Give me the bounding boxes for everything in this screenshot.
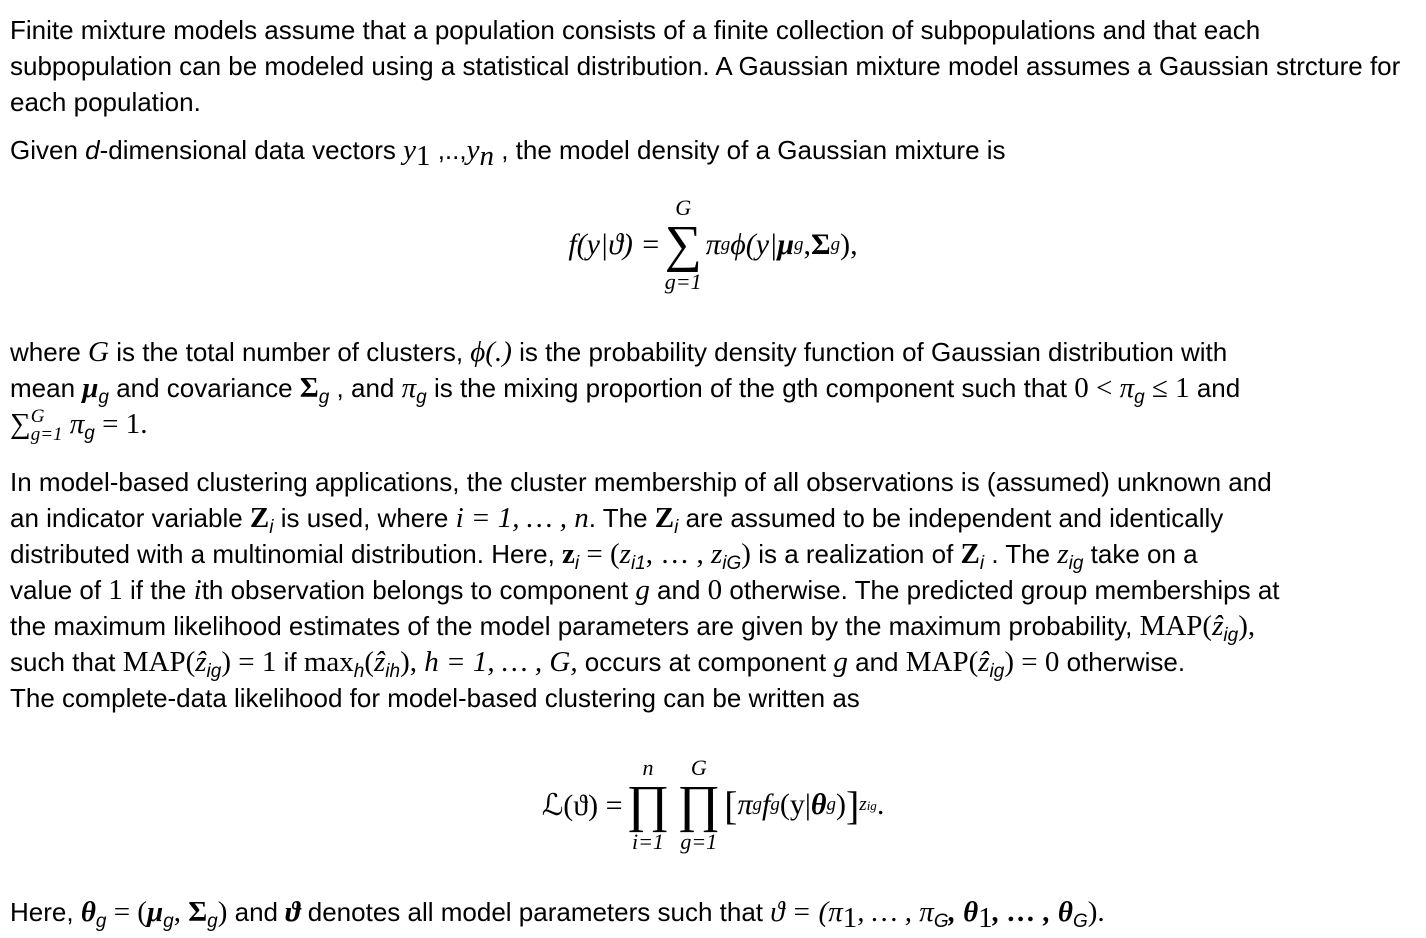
product-operator-i: n ∏ i=1 — [626, 755, 670, 854]
document-body — [10, 12, 1410, 172]
paragraph-where-block — [10, 334, 1410, 716]
paragraph-where: where G is the total number of clusters, ϕ(.) is the probability density function of Gaussian distribution with mean $\mu_g$ and covariance $\Sigma_g$ , and $\pi_g$ is the mixing proportion of the gth component such that $0 < \pi_g \le 1$ and ∑ G g=1 $\pi_g = 1$. — [10, 336, 1241, 446]
summation-operator: G ∑ g=1 — [664, 195, 702, 294]
paragraph-intro: Finite mixture models assume that a population consists of a finite collection of subpopulations and that each subpopulation can be modeled using a statistical distribution. A Gaussian mixture model assumes a Gaussian strcture for each population. — [10, 15, 1401, 117]
paragraph-here: Here, $\theta_g = (\mu_g$, $\Sigma_g$) and ϑ denotes all model parameters such that $ϑ = (\pi_1$, … , $\pi_G$, $\theta_1$, … , $\theta_G$). — [10, 896, 1105, 934]
equation-mixture-density: f(y|ϑ) = G ∑ g=1 π g ϕ(y| μ g , Σ g ), — [568, 195, 858, 294]
paragraph-here-block — [10, 894, 1410, 934]
equation-complete-likelihood: ℒ(ϑ) = n ∏ i=1 G ∏ g=1 [ π g f g (y| θ g ) ] zig . — [541, 755, 885, 854]
paragraph-model-based: In model-based clustering applications, the cluster membership of all observations is (assumed) unknown and an indicator variable $Z_i$ is used, where i = 1, … , n. The $Z_i$ are assumed to be independent and identically distributed with a multinomial distribution. Here, $z_i = (z_{i1}$, … , $z_{iG}$) is a realization of $Z_i$ . The $z_{ig}$ take on a value of 1 if the ith observation belongs to component g and 0 otherwise. The predicted group memberships at the maximum likelihood estimates of the model parameters are given by the maximum probability, MAP(ẑ$_{ig}$), such that MAP(ẑ$_{ig}$) = 1 if $\max_h(ẑ_{ih})$, h = 1, … , G, occurs at component g and MAP(ẑ$_{ig}$) = 0 otherwise. The complete-data likelihood for model-based clustering can be written as — [10, 467, 1280, 714]
product-operator-g: G ∏ g=1 — [677, 755, 721, 854]
paragraph-given: Given d-dimensional data vectors $y_1$ $,..,y_n$ , the model density of a Gaussian mixture is — [10, 134, 1006, 172]
